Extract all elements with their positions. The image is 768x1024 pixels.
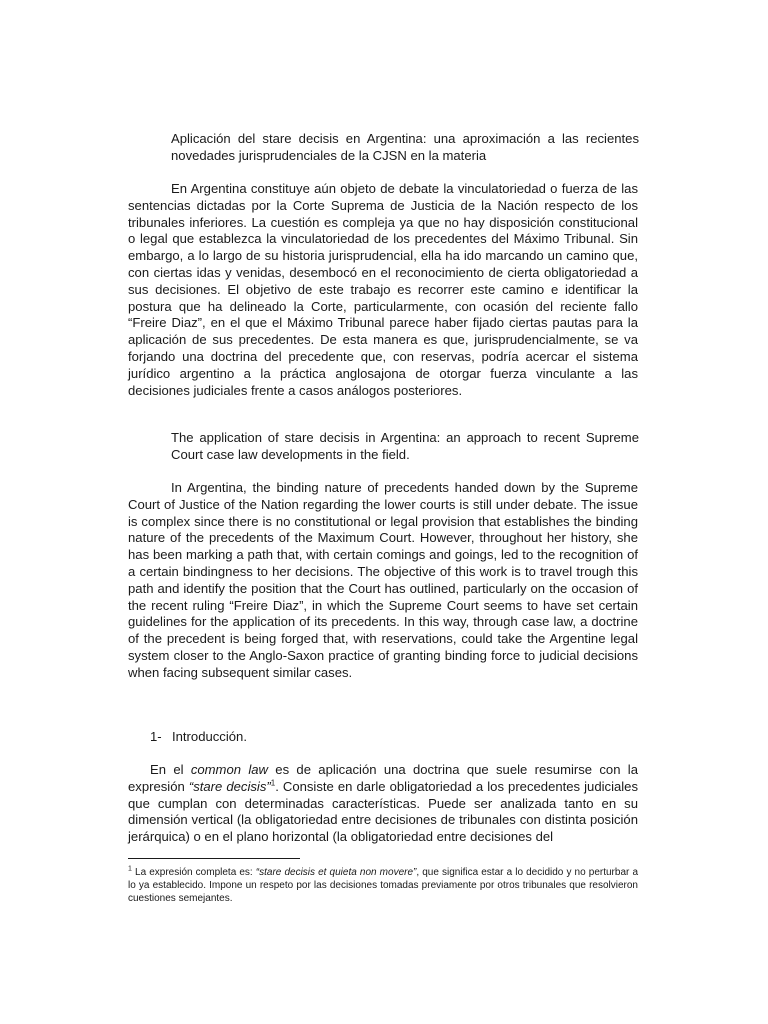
intro-text-2: es de aplicación una doctrina que suele resumirse con la expresión [128,762,638,794]
document-page [128,0,640,1024]
section-number: 1- [150,729,162,744]
english-abstract-title: The application of stare decisis in Argentina: an approach to recent Supreme Court case law developments in the field. [171,430,639,462]
section-1-heading [150,729,247,746]
intro-stare-decisis: “stare decisis” [188,778,271,794]
introduction-paragraph [128,762,638,846]
footnote-1 [128,866,638,906]
footnote-text-2: , que significa estar a lo decidido y no perturbar a lo ya establecido. Impone un respeto por las decisiones tomadas previamente por otros tribunales que resolvieron cuestiones semejantes. [128,867,639,905]
section-title: Introducción. [172,729,247,744]
intro-text-3: . Consiste en darle obligatoriedad a los precedentes judiciales que cumplan con determinadas características. Puede ser analizada tanto en su dimensión vertical (la obligatoriedad entre decisiones de tribunales con distinta posición jerárquica) o en el plano horizontal (la obligatoriedad entre decisiones del [128,778,638,845]
spanish-abstract-title: Aplicación del stare decisis en Argentina: una aproximación a las recientes novedades jurisprudenciales de la CJSN en la materia [171,131,639,163]
footnote-reference[interactable]: 1 [270,778,276,788]
english-abstract-body: In Argentina, the binding nature of precedents handed down by the Supreme Court of Justice of the Nation regarding the lower courts is still under debate. The issue is complex since there is no constitutional or legal provision that establishes the binding nature of the precedents of the Maximum Court. However, throughout her history, she has been marking a path that, with certain comings and goings, led to the recognition of a certain bindingness to her decisions. The objective of this work is to travel trough this path and identify the position that the Court has outlined, particularly on the occasion of the recent ruling “Freire Diaz”, in which the Supreme Court seems to have set certain guidelines for the application of its precedents. In this way, through case law, a doctrine of the precedent is being forged that, with reservations, could take the Argentine legal system closer to the Anglo-Saxon practice of granting binding force to judicial decisions when facing subsequent similar cases. [128,480,638,680]
spanish-abstract-body: En Argentina constituye aún objeto de debate la vinculatoriedad o fuerza de las sentencias dictadas por la Corte Suprema de Justicia de la Nación respecto de los tribunales inferiores. La cuestión es compleja ya que no hay disposición constitucional o legal que establezca la vinculatoriedad de los precedentes del Máximo Tribunal. Sin embargo, a lo largo de su historia jurisprudencial, ella ha ido marcando un camino que, con ciertas idas y venidas, desembocó en el reconocimiento de cierta obligatoriedad a sus decisiones. El objetivo de este trabajo es recorrer este camino e identificar la postura que ha delineado la Corte, particularmente, con ocasión del reciente fallo “Freire Diaz”, en el que el Máximo Tribunal parece haber fijado ciertas pautas para la aplicación de sus precedentes. De esta manera es que, jurisprudencialmente, se va forjando una doctrina del precedente que, con reservas, podría acercar el sistema jurídico argentino a la práctica anglosajona de otorgar fuerza vinculante a las decisiones judiciales frente a casos análogos posteriores. [128,181,638,398]
footnote-phrase: “stare decisis et quieta non movere” [255,867,417,878]
footnote-number: 1 [128,865,132,873]
footnote-text-1: La expresión completa es: [131,867,256,878]
footnote-separator [128,858,300,859]
intro-text-1: En el [150,762,191,777]
intro-common-law: common law [190,762,268,777]
